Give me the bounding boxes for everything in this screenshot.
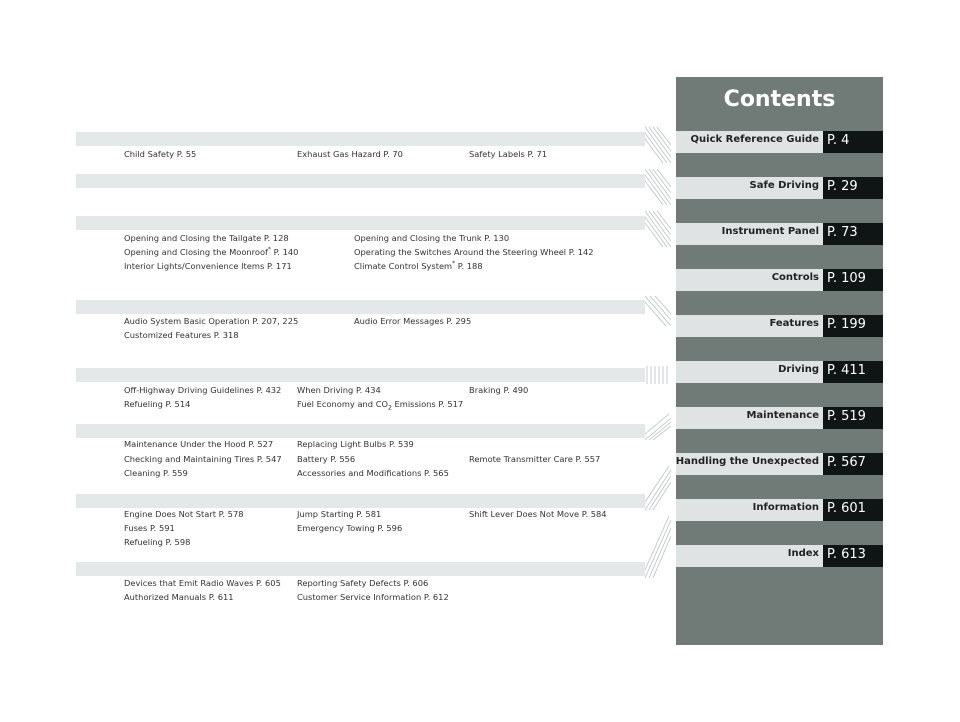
tab-page-box bbox=[823, 131, 883, 153]
entry-refueling[interactable]: Refueling P. 514 bbox=[124, 399, 191, 409]
section-band-safe-driving bbox=[76, 132, 645, 146]
tab-label: Driving bbox=[778, 364, 819, 375]
section-hatch bbox=[645, 414, 671, 440]
entry-safety-defects[interactable]: Reporting Safety Defects P. 606 bbox=[297, 578, 429, 588]
tab-handling-unexpected[interactable] bbox=[676, 453, 883, 475]
tab-page-box bbox=[823, 269, 883, 291]
entry-interior-lights[interactable]: Interior Lights/Convenience Items P. 171 bbox=[124, 261, 292, 271]
contents-title: Contents bbox=[723, 87, 836, 112]
tab-label-box bbox=[676, 177, 823, 199]
entry-radio-waves[interactable]: Devices that Emit Radio Waves P. 605 bbox=[124, 578, 281, 588]
tab-page-box bbox=[823, 315, 883, 337]
tab-label: Safe Driving bbox=[749, 180, 819, 191]
entry-tires[interactable]: Checking and Maintaining Tires P. 547 bbox=[124, 454, 282, 464]
tab-page-box bbox=[823, 499, 883, 521]
entry-jump-starting[interactable]: Jump Starting P. 581 bbox=[297, 509, 382, 519]
tab-page-number: P. 109 bbox=[827, 271, 866, 286]
tab-label-box bbox=[676, 269, 823, 291]
entry-customized-features[interactable]: Customized Features P. 318 bbox=[124, 330, 239, 340]
entry-accessories[interactable]: Accessories and Modifications P. 565 bbox=[297, 468, 449, 478]
tab-page-box bbox=[823, 361, 883, 383]
tab-label: Instrument Panel bbox=[721, 226, 819, 237]
section-band-unexpected bbox=[76, 494, 645, 508]
tab-page-number: P. 411 bbox=[827, 363, 866, 378]
tab-label-box bbox=[676, 407, 823, 429]
section-band-features bbox=[76, 300, 645, 314]
entry-child-safety[interactable]: Child Safety P. 55 bbox=[124, 149, 197, 159]
entry-trunk[interactable]: Opening and Closing the Trunk P. 130 bbox=[354, 233, 510, 243]
tab-driving[interactable] bbox=[676, 361, 883, 383]
tab-safe-driving[interactable] bbox=[676, 177, 883, 199]
entry-audio-error[interactable]: Audio Error Messages P. 295 bbox=[354, 316, 472, 326]
tab-label-box bbox=[676, 545, 823, 567]
tab-label-box bbox=[676, 131, 823, 153]
entry-steering-switches[interactable]: Operating the Switches Around the Steering Wheel P. 142 bbox=[354, 247, 594, 257]
tab-page-number: P. 29 bbox=[827, 179, 858, 194]
tab-label: Quick Reference Guide bbox=[690, 134, 819, 145]
entry-battery[interactable]: Battery P. 556 bbox=[297, 454, 356, 464]
section-band-information bbox=[76, 562, 645, 576]
tab-label-box bbox=[676, 361, 823, 383]
tab-page-number: P. 613 bbox=[827, 547, 866, 562]
section-band-driving bbox=[76, 368, 645, 382]
tab-quick-reference[interactable] bbox=[676, 131, 883, 153]
tab-page-number: P. 567 bbox=[827, 455, 866, 470]
entry-authorized-manuals[interactable]: Authorized Manuals P. 611 bbox=[124, 592, 234, 602]
entry-fuses[interactable]: Fuses P. 591 bbox=[124, 523, 175, 533]
section-hatch bbox=[645, 466, 671, 510]
entry-audio-basic[interactable]: Audio System Basic Operation P. 207, 225 bbox=[124, 316, 299, 326]
entry-climate-label: Climate Control System bbox=[354, 261, 453, 271]
tab-page-number: P. 519 bbox=[827, 409, 866, 424]
tab-label: Features bbox=[769, 318, 819, 329]
co2-subscript: 2 bbox=[388, 404, 392, 412]
tab-label-box bbox=[676, 499, 823, 521]
tab-label: Maintenance bbox=[746, 410, 819, 421]
entry-customer-service[interactable]: Customer Service Information P. 612 bbox=[297, 592, 449, 602]
entry-exhaust-gas[interactable]: Exhaust Gas Hazard P. 70 bbox=[297, 149, 403, 159]
section-hatch bbox=[645, 169, 671, 205]
tab-controls[interactable] bbox=[676, 269, 883, 291]
entry-refueling-2[interactable]: Refueling P. 598 bbox=[124, 537, 191, 547]
entry-when-driving[interactable]: When Driving P. 434 bbox=[297, 385, 381, 395]
tab-page-box bbox=[823, 545, 883, 567]
tab-index[interactable] bbox=[676, 545, 883, 567]
entry-fuel-economy[interactable] bbox=[297, 397, 463, 411]
tab-label-box bbox=[676, 315, 823, 337]
entry-remote-transmitter[interactable]: Remote Transmitter Care P. 557 bbox=[469, 454, 601, 464]
tab-page-number: P. 199 bbox=[827, 317, 866, 332]
entry-shift-lever[interactable]: Shift Lever Does Not Move P. 584 bbox=[469, 509, 607, 519]
section-band-controls bbox=[76, 216, 645, 230]
tab-page-box bbox=[823, 177, 883, 199]
tab-maintenance[interactable] bbox=[676, 407, 883, 429]
section-hatch bbox=[645, 366, 671, 384]
tab-label: Index bbox=[787, 548, 819, 559]
tab-label: Handling the Unexpected bbox=[675, 456, 819, 467]
tab-page-number: P. 601 bbox=[827, 501, 866, 516]
tab-instrument-panel[interactable] bbox=[676, 223, 883, 245]
section-hatch bbox=[645, 211, 671, 247]
entry-under-hood[interactable]: Maintenance Under the Hood P. 527 bbox=[124, 439, 274, 449]
entry-moonroof-page: P. 140 bbox=[270, 247, 299, 257]
tab-page-number: P. 73 bbox=[827, 225, 858, 240]
section-hatch bbox=[645, 296, 671, 326]
entry-cleaning[interactable]: Cleaning P. 559 bbox=[124, 468, 188, 478]
entry-light-bulbs[interactable]: Replacing Light Bulbs P. 539 bbox=[297, 439, 414, 449]
entry-climate-control[interactable] bbox=[354, 259, 483, 273]
tab-page-box bbox=[823, 407, 883, 429]
section-hatch bbox=[645, 127, 671, 163]
entry-fuel-label: Fuel Economy and CO bbox=[297, 399, 389, 409]
entry-tailgate[interactable]: Opening and Closing the Tailgate P. 128 bbox=[124, 233, 289, 243]
entry-moonroof-label: Opening and Closing the Moonroof bbox=[124, 247, 268, 257]
section-band-maintenance bbox=[76, 424, 645, 438]
section-hatch bbox=[645, 516, 671, 578]
entry-safety-labels[interactable]: Safety Labels P. 71 bbox=[469, 149, 548, 159]
entry-braking[interactable]: Braking P. 490 bbox=[469, 385, 529, 395]
asterisk-mark: * bbox=[267, 246, 271, 254]
asterisk-mark: * bbox=[452, 260, 456, 268]
tab-label-box bbox=[676, 453, 823, 475]
contents-panel bbox=[676, 77, 883, 645]
entry-emergency-towing[interactable]: Emergency Towing P. 596 bbox=[297, 523, 403, 533]
entry-off-highway[interactable]: Off-Highway Driving Guidelines P. 432 bbox=[124, 385, 282, 395]
entry-fuel-page: Emissions P. 517 bbox=[391, 399, 464, 409]
tab-page-box bbox=[823, 453, 883, 475]
entry-moonroof[interactable] bbox=[124, 245, 298, 259]
tab-label-box bbox=[676, 223, 823, 245]
tab-information[interactable] bbox=[676, 499, 883, 521]
tab-features[interactable] bbox=[676, 315, 883, 337]
entry-climate-page: P. 188 bbox=[455, 261, 483, 271]
tab-label: Controls bbox=[771, 272, 819, 283]
section-band-instrument bbox=[76, 174, 645, 188]
tab-label: Information bbox=[752, 502, 819, 513]
entry-engine-not-start[interactable]: Engine Does Not Start P. 578 bbox=[124, 509, 244, 519]
tab-page-box bbox=[823, 223, 883, 245]
tab-page-number: P. 4 bbox=[827, 133, 850, 148]
